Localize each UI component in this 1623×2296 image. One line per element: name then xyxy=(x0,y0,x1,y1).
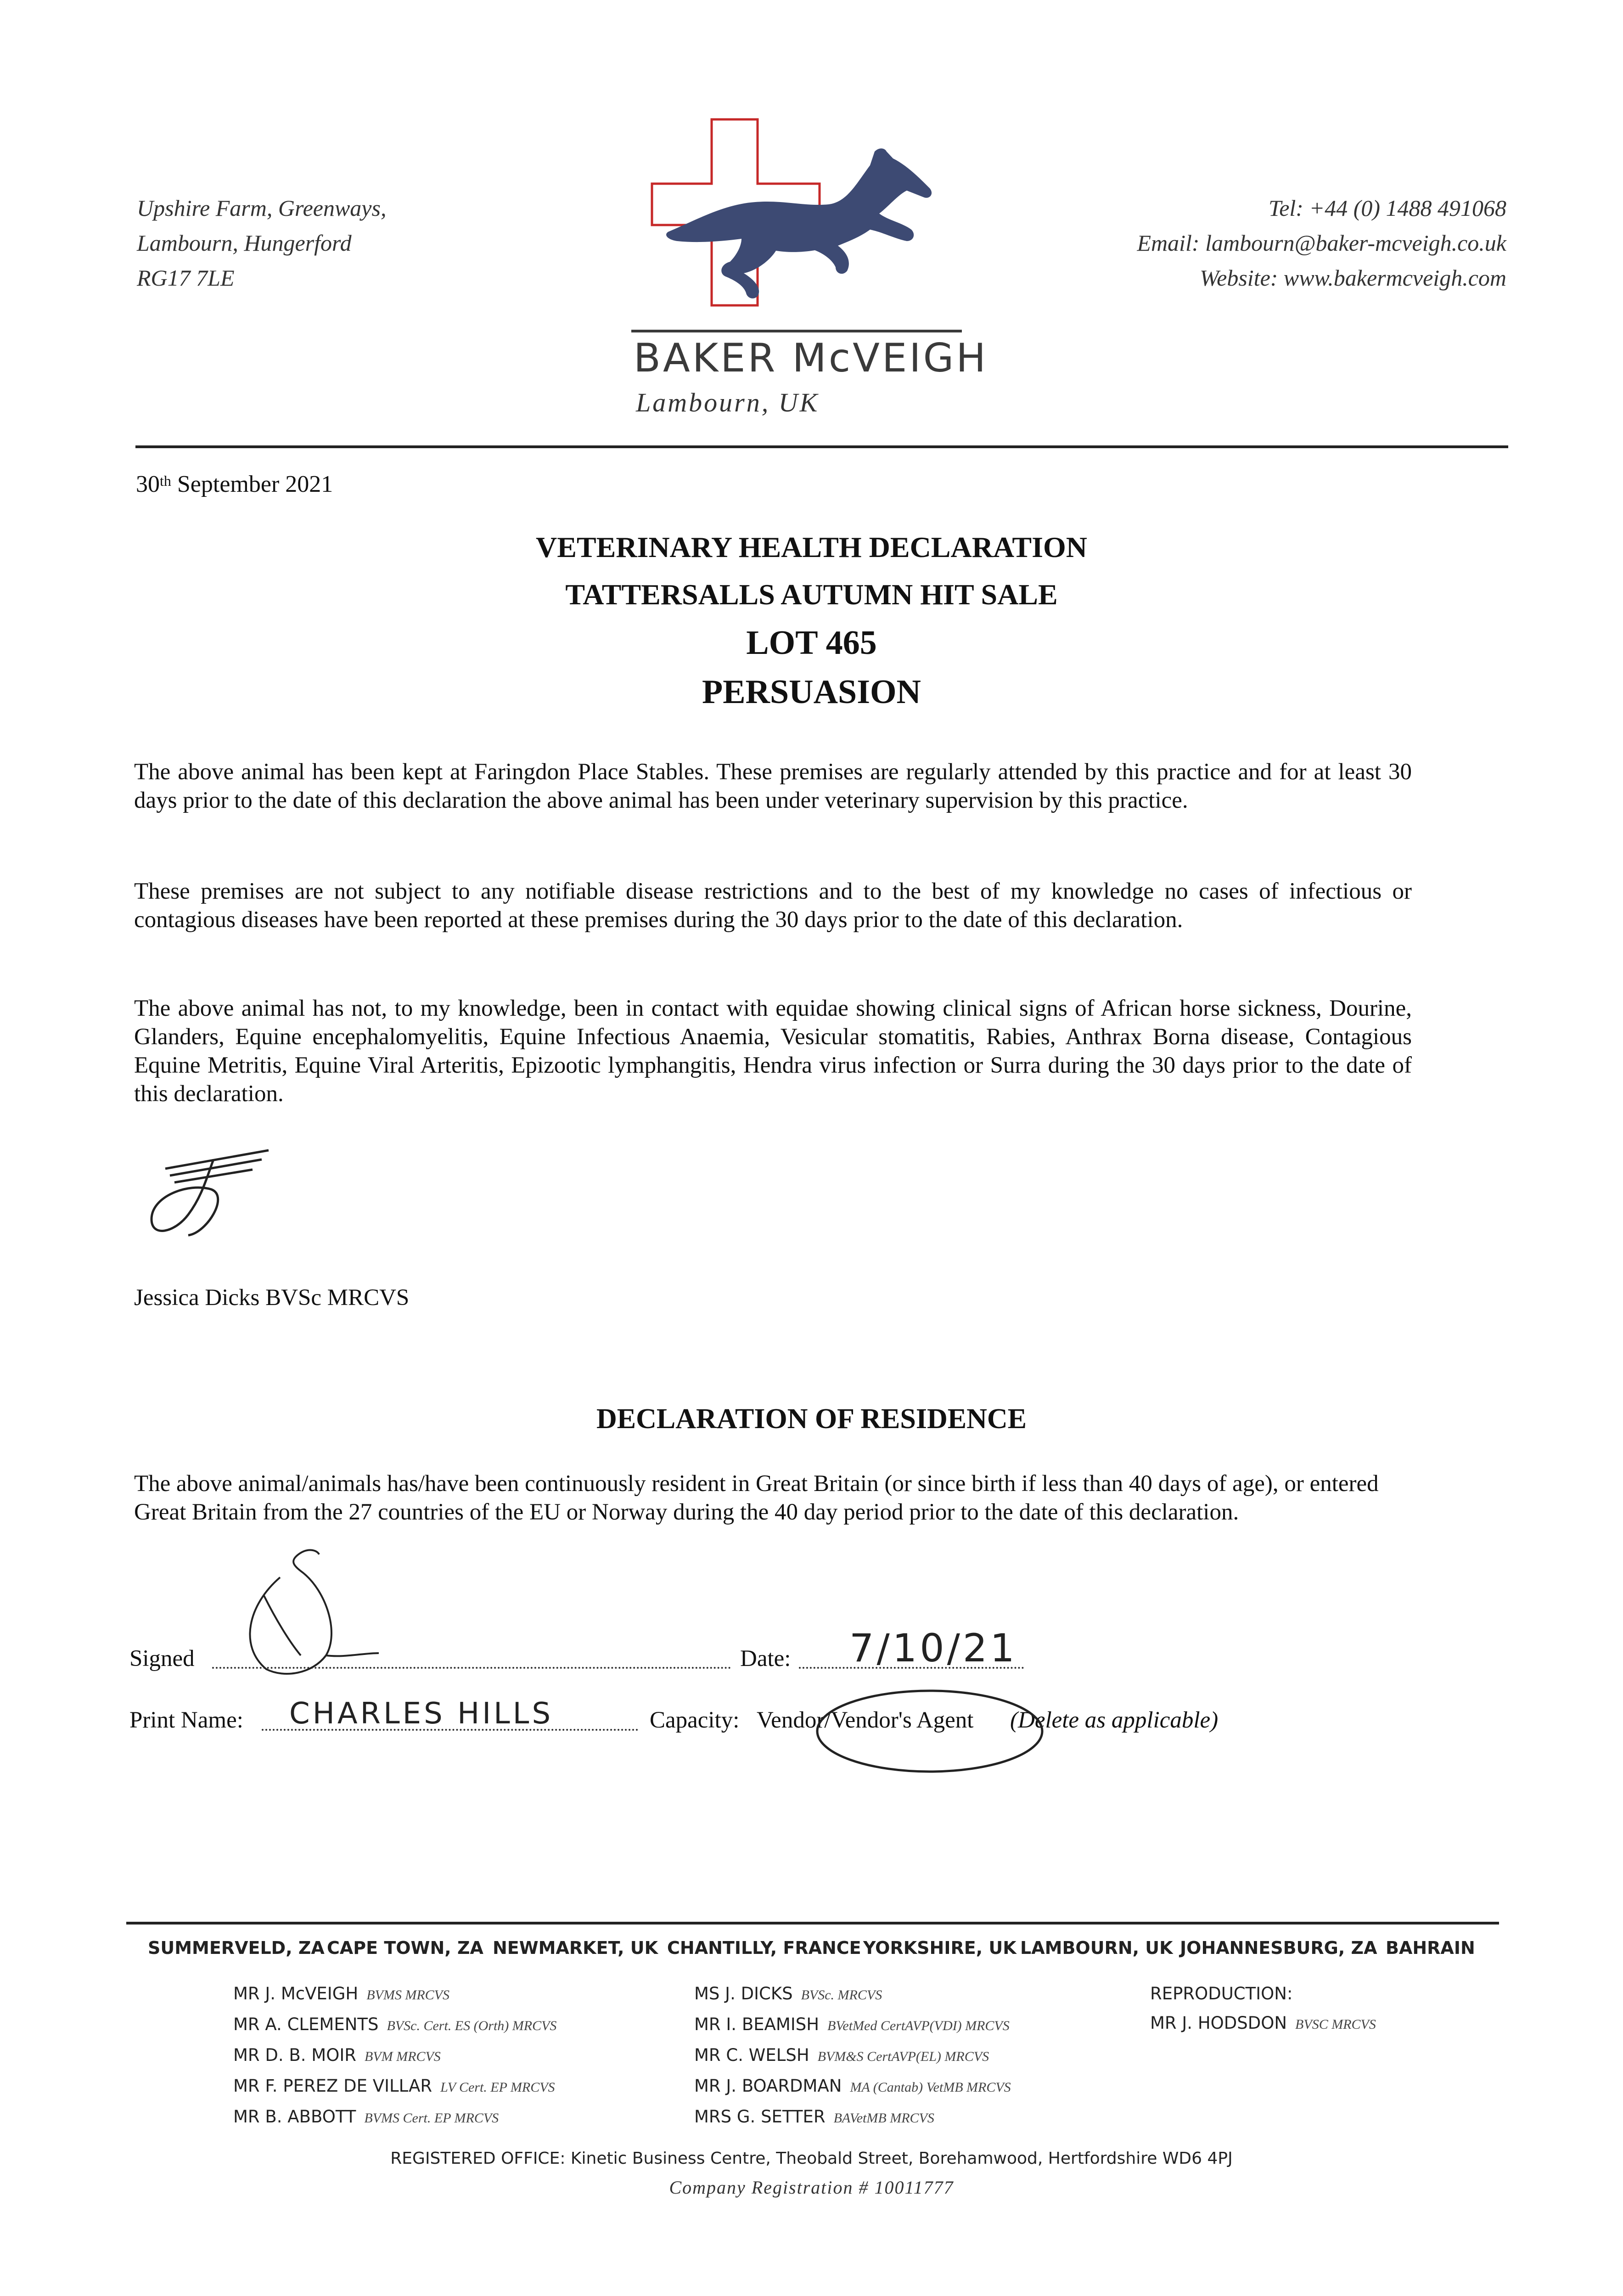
website-line: Website: www.bakermcveigh.com xyxy=(1200,265,1506,291)
title-declaration: VETERINARY HEALTH DECLARATION xyxy=(536,531,1087,563)
capacity-value: Vendor/Vendor's Agent xyxy=(757,1707,974,1733)
print-name-label: Print Name: xyxy=(129,1707,243,1733)
signed-label: Signed xyxy=(129,1646,195,1671)
brand-location: Lambourn, UK xyxy=(636,388,820,417)
practice-address xyxy=(137,191,386,295)
staff-entry: MR J. McVEIGH BVMS MRCVS xyxy=(233,1984,449,2003)
paragraph-premises: The above animal has been kept at Faringdon Place Stables. These premises are regularly attended by this practice and for at least 30 days prior to the date of this declaration the above animal has been under veterinary supervision by this practice. xyxy=(134,759,1412,813)
staff-entry: MR D. B. MOIR BVM MRCVS xyxy=(233,2045,441,2065)
date-value: 7/10/21 xyxy=(849,1626,1017,1671)
registered-office: REGISTERED OFFICE: Kinetic Business Centre, Theobald Street, Borehamwood, Hertfordshire WD6 4PJ xyxy=(390,2149,1233,2168)
brand-name: BAKER McVEIGH xyxy=(634,335,988,381)
capacity-label: Capacity: xyxy=(650,1707,740,1733)
address-line: RG17 7LE xyxy=(137,265,235,291)
address-line: Upshire Farm, Greenways, xyxy=(137,195,387,221)
staff-entry: MR B. ABBOTT BVMS Cert. EP MRCVS xyxy=(233,2107,499,2127)
staff-column-1 xyxy=(233,1979,556,2133)
staff-entry: MR F. PEREZ DE VILLAR LV Cert. EP MRCVS xyxy=(233,2076,555,2096)
vet-name: Jessica Dicks BVSc MRCVS xyxy=(134,1285,410,1311)
branch-item: SUMMERVELD, ZA xyxy=(148,1938,325,1958)
staff-entry: MR I. BEAMISH BVetMed CertAVP(VDI) MRCVS xyxy=(694,2015,1010,2034)
company-registration: Company Registration # 10011777 xyxy=(669,2177,954,2198)
capacity-note: (Delete as applicable) xyxy=(1010,1707,1219,1733)
branch-item: JOHANNESBURG, ZA xyxy=(1180,1938,1377,1958)
horse-icon xyxy=(666,148,932,298)
title-sale: TATTERSALLS AUTUMN HIT SALE xyxy=(565,578,1058,611)
practice-contact xyxy=(1137,191,1507,295)
print-name-value: CHARLES HILLS xyxy=(289,1697,554,1731)
header-divider xyxy=(135,445,1508,448)
reproduction-heading: REPRODUCTION: xyxy=(1150,1984,1293,2003)
residence-text: The above animal/animals has/have been continuously resident in Great Britain (or since birth if less than 40 days of age), or entered Great Britain from the 27 countries of the EU or Norway during the 40 day period prior to the date of this declaration. xyxy=(134,1471,1379,1525)
paragraph-contact-equidae: The above animal has not, to my knowledge, been in contact with equidae showing clinical signs of African horse sickness, Dourine, Glanders, Equine encephalomyelitis, Equine Infectious Anaemia, Vesicular stomatitis, Rabies, Anthrax Borna disease, Contagious Equine Metritis, Equine Viral Arteritis, Epizootic lymphangitis, Hendra virus infection or Surra during the 30 days prior to the date of this declaration. xyxy=(134,996,1412,1107)
staff-entry: MS J. DICKS BVSc. MRCVS xyxy=(694,1984,882,2003)
branch-item: CAPE TOWN, ZA xyxy=(327,1938,483,1958)
footer-divider xyxy=(126,1922,1499,1925)
staff-entry: MR C. WELSH BVM&S CertAVP(EL) MRCVS xyxy=(694,2045,989,2065)
residence-heading: DECLARATION OF RESIDENCE xyxy=(596,1403,1027,1435)
paragraph-disease-restrictions: These premises are not subject to any notifiable disease restrictions and to the best of my knowledge no cases of infectious or contagious diseases have been reported at these premises during the 30 days prior to the date of this declaration. xyxy=(134,878,1412,933)
document-date: 30th September 2021 xyxy=(136,471,333,497)
title-horse-name: PERSUASION xyxy=(702,673,921,711)
staff-entry: MRS G. SETTER BAVetMB MRCVS xyxy=(694,2107,934,2127)
vendor-signature xyxy=(220,1541,413,1678)
staff-entry: MR J. HODSDON BVSC MRCVS xyxy=(1150,2013,1376,2033)
branch-item: YORKSHIRE, UK xyxy=(863,1938,1016,1958)
address-line: Lambourn, Hungerford xyxy=(137,230,352,256)
staff-column-2 xyxy=(694,1979,1011,2133)
capacity-circle-mark xyxy=(808,1681,1056,1791)
branch-item: LAMBOURN, UK xyxy=(1020,1938,1173,1958)
branch-item: NEWMARKET, UK xyxy=(493,1938,658,1958)
branch-item: CHANTILLY, FRANCE xyxy=(667,1938,861,1958)
vet-signature xyxy=(138,1141,285,1247)
title-lot: LOT 465 xyxy=(746,624,877,662)
phone-line: Tel: +44 (0) 1488 491068 xyxy=(1269,195,1506,221)
staff-entry: MR J. BOARDMAN MA (Cantab) VetMB MRCVS xyxy=(694,2076,1011,2096)
branch-item: BAHRAIN xyxy=(1386,1938,1475,1958)
baker-mcveigh-logo xyxy=(631,115,962,340)
staff-entry: MR A. CLEMENTS BVSc. Cert. ES (Orth) MRCVS xyxy=(233,2015,557,2034)
date-label: Date: xyxy=(740,1646,791,1671)
staff-column-3 xyxy=(1150,1979,1376,2039)
email-line: Email: lambourn@baker-mcveigh.co.uk xyxy=(1137,230,1506,256)
